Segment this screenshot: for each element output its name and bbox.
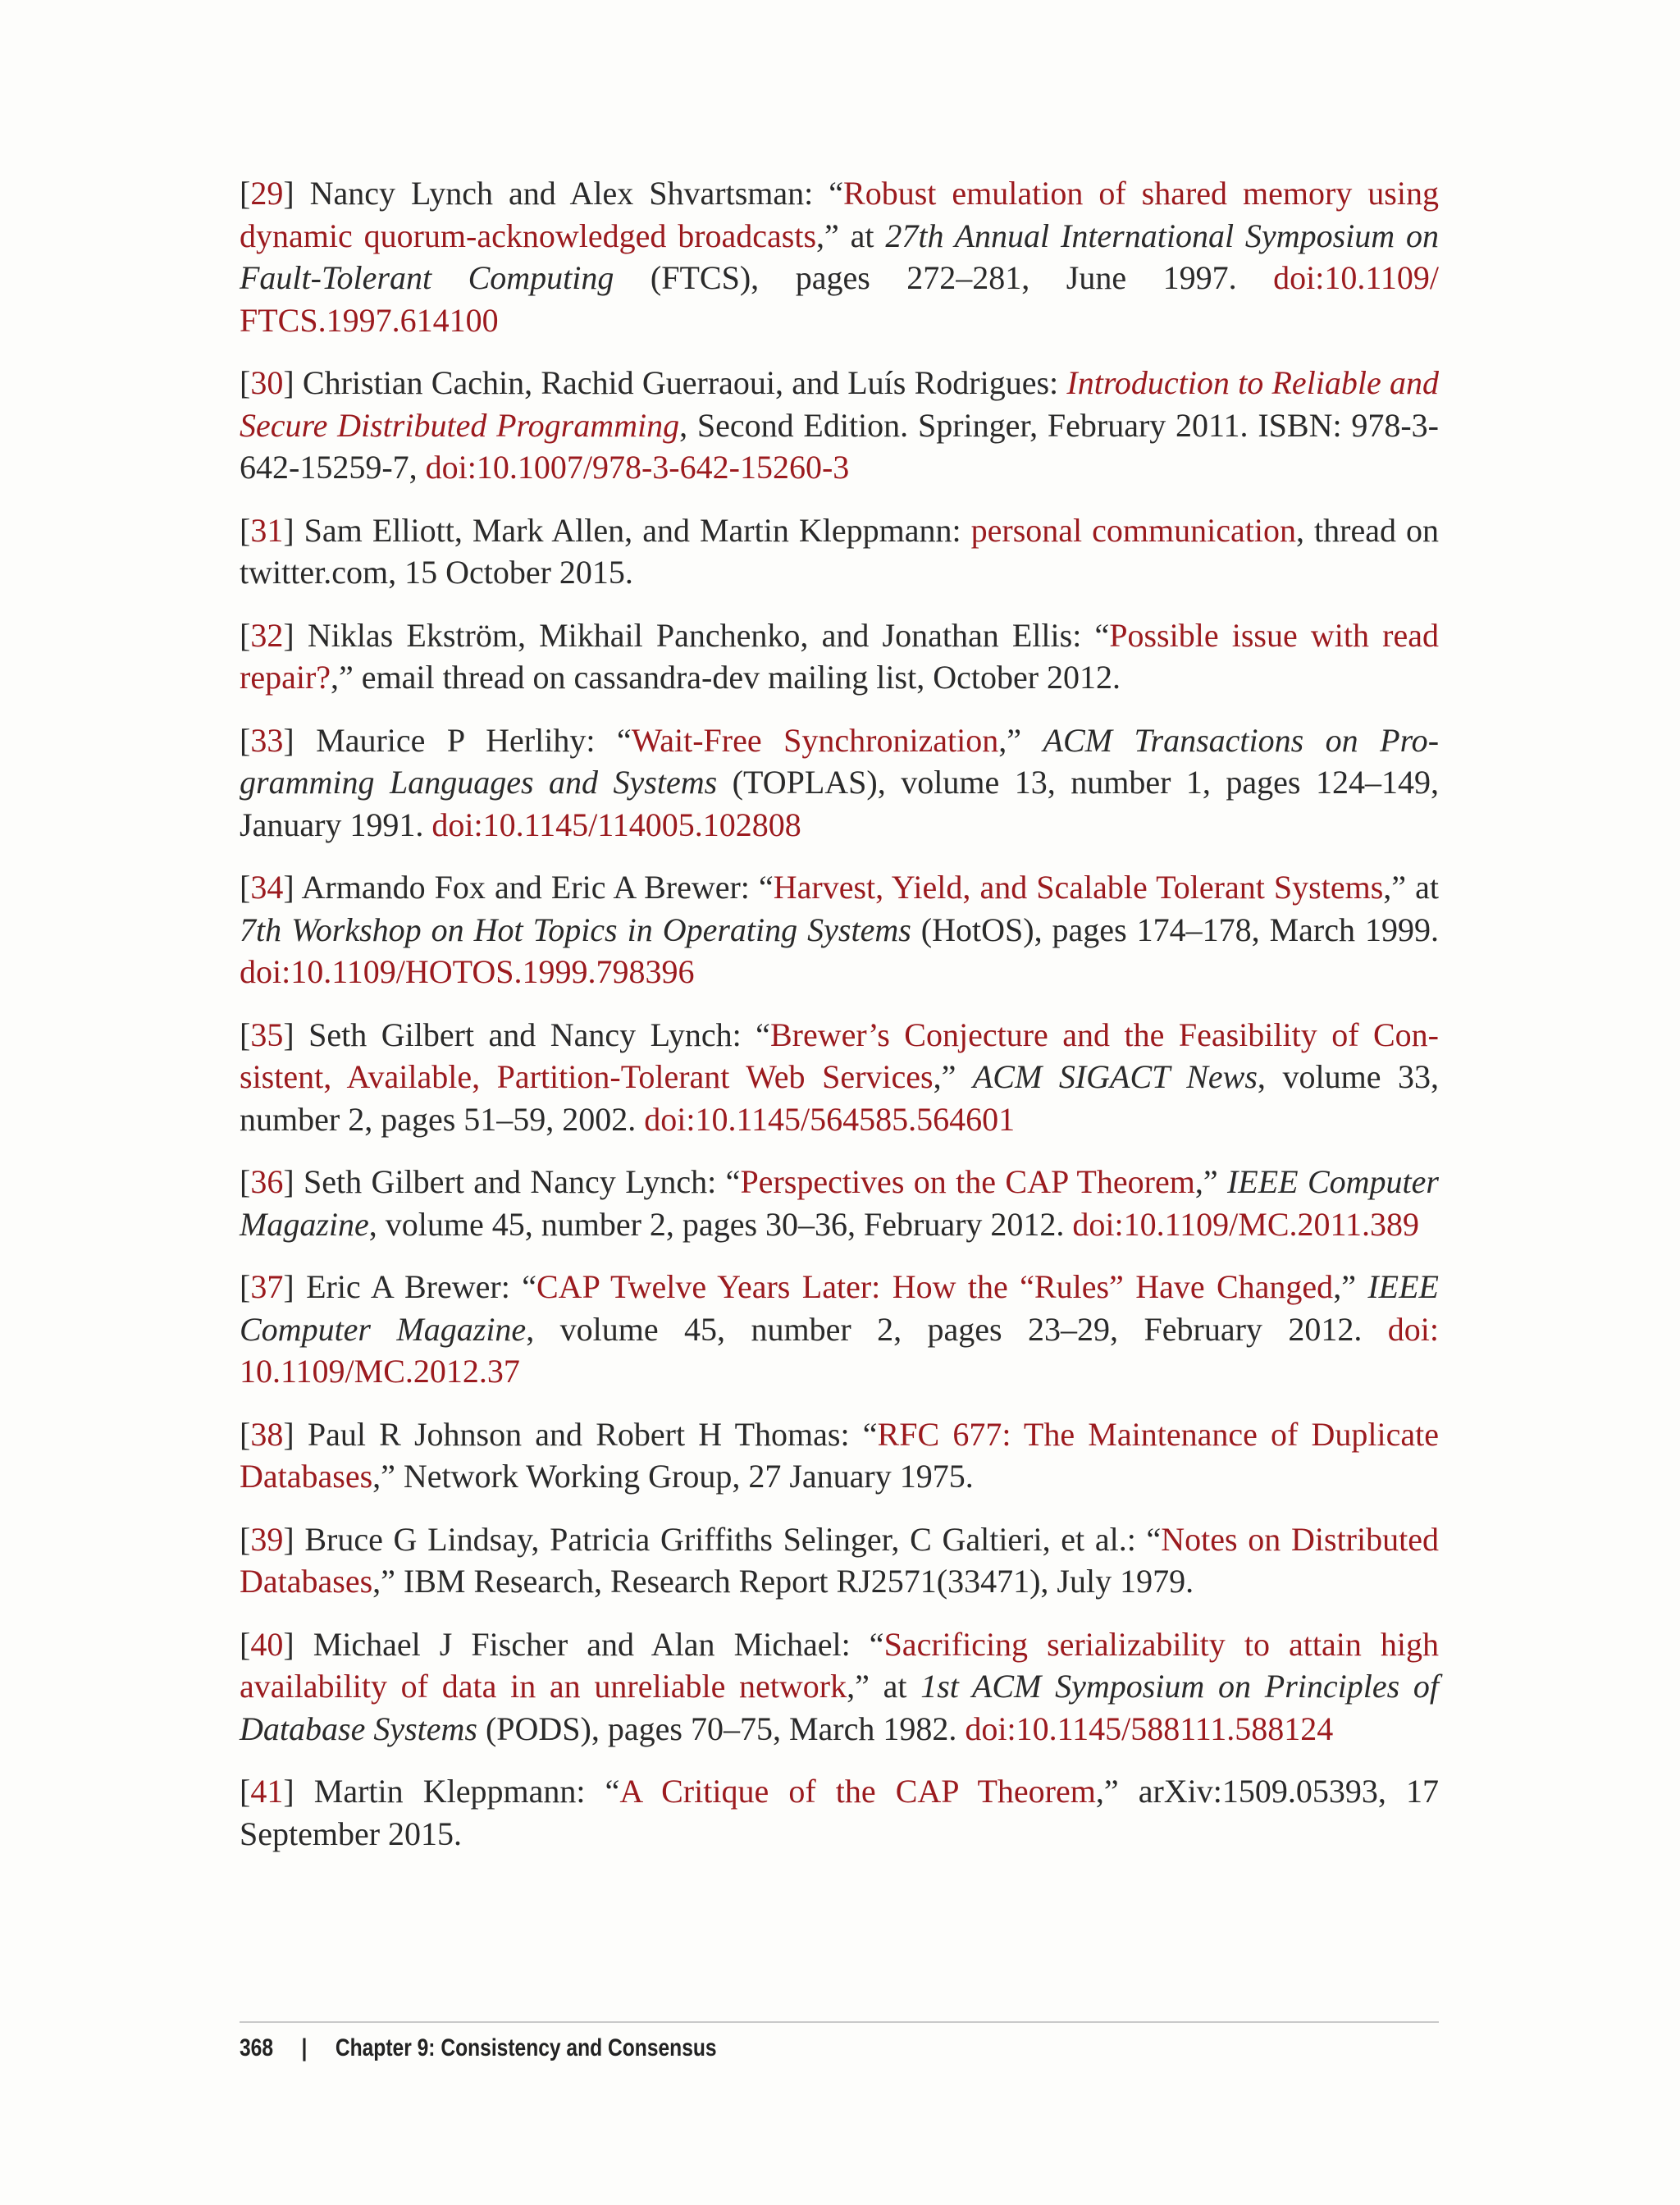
doi-link[interactable]: doi:10.1109/HOTOS.1999.798396 [240, 953, 695, 990]
reference-text: (FTCS), pages 272–281, June 1997. [614, 259, 1274, 296]
reference-text: , volume 33, number 2, pages 51–59, 2002. [240, 1058, 1439, 1138]
reference-text: ,” at [1383, 869, 1439, 906]
reference-text: Bruce G Lindsay, Patricia Griffiths Selinger, C Galtieri, et al.: “ [294, 1520, 1162, 1558]
reference-entry: [34] Armando Fox and Eric A Brewer: “Harvest, Yield, and Scalable Tolerant Systems,” at 7th Workshop on Hot Topics in Operating Systems (HotOS), pages 174–178, March 1999. doi:10.1109/HOTOS.1999.798396 [240, 869, 1439, 990]
page-footer [240, 2034, 717, 2062]
doi-link[interactable]: doi:10.1109/​FTCS.1997.614100 [240, 259, 1440, 339]
reference-text: Michael J Fischer and Alan Michael: “ [294, 1625, 884, 1663]
reference-text: (TOPLAS), volume 13, number 1, pages 124–149, January 1991. [240, 764, 1439, 843]
reference-entry: [37] Eric A Brewer: “CAP Twelve Years Later: How the “Rules” Have Changed,” IEEE Computer Magazine, volume 45, number 2, pages 23–29, February 2012. doi:​10.1109/MC.2012.37 [240, 1268, 1439, 1390]
reference-text: (PODS), pages 70–75, March 1982. [477, 1710, 966, 1747]
venue-title: 1st ACM Symposium on Principles of Database Systems [240, 1668, 1440, 1747]
reference-text: Seth Gilbert and Nancy Lynch: “ [294, 1016, 770, 1053]
chapter-title: Chapter 9: Consistency and Consensus [335, 2034, 717, 2061]
venue-title: 27th Annual International Symposium on Fault-Tolerant Computing [240, 217, 1439, 296]
reference-number-link[interactable]: 32 [250, 616, 284, 654]
venue-title: IEEE Computer Magazine [240, 1268, 1439, 1348]
reference-entry: [29] Nancy Lynch and Alex Shvartsman: “Robust emulation of shared memory using dynamic quorum-acknowledged broadcasts,” at 27th Annual International Symposium on Fault-Tolerant Computing (FTCS), pages 272–281, June 1997. doi:10.1109/​FTCS.1997.614100 [240, 175, 1440, 339]
title-link[interactable]: Perspectives on the CAP Theorem [740, 1163, 1195, 1200]
reference-number-link[interactable]: 33 [250, 721, 284, 759]
venue-title: IEEE Computer Magazine [240, 1163, 1439, 1243]
reference-text: , Second Edition. Springer, February 2011. ISBN: 978-3-642-15259-7, [240, 406, 1439, 486]
reference-entry: [31] Sam Elliott, Mark Allen, and Martin Kleppmann: personal communication, thread on twitter.com, 15 October 2015. [240, 511, 1439, 591]
doi-link[interactable]: doi:10.1007/978-3-642-15260-3 [425, 449, 850, 486]
reference-text: ,” email thread on cassandra-dev mailing list, October 2012. [331, 659, 1121, 696]
footer-divider [240, 2021, 1439, 2023]
doi-link[interactable]: doi:10.1145/564585.564601 [644, 1100, 1016, 1138]
reference-number-link[interactable]: 34 [250, 869, 284, 906]
title-link[interactable]: Harvest, Yield, and Scalable Tolerant Systems [773, 869, 1384, 906]
reference-text: Seth Gilbert and Nancy Lynch: “ [294, 1163, 741, 1200]
reference-text: Armando Fox and Eric A Brewer: “ [294, 869, 774, 906]
reference-entry: [30] Christian Cachin, Rachid Guerraoui, and Luís Rodrigues: Introduction to Reliable and Secure Distributed Programming, Second Edition. Springer, February 2011. ISBN: 978-3-642-15259-7, doi:10.1007/978-3-642-15260-3 [240, 364, 1439, 486]
reference-entry: [41] Martin Kleppmann: “A Critique of the CAP Theorem,” arXiv:1509.05393, 17 September 2015. [240, 1773, 1439, 1852]
title-link[interactable]: personal communication [970, 511, 1296, 549]
reference-text: Niklas Ekström, Mikhail Panchenko, and Jonathan Ellis: “ [294, 616, 1110, 654]
reference-text: , thread on twitter.com, 15 October 2015. [240, 511, 1439, 591]
reference-number-link[interactable]: 36 [250, 1163, 284, 1200]
reference-entry: [39] Bruce G Lindsay, Patricia Griffiths Selinger, C Galtieri, et al.: “Notes on Distributed Databases,” IBM Research, Research Report RJ2571(33471), July 1979. [240, 1520, 1439, 1600]
reference-text: ,” [998, 721, 1043, 759]
venue-title: ACM SIGACT News [972, 1058, 1258, 1095]
reference-text: Sam Elliott, Mark Allen, and Martin Kleppmann: [294, 511, 971, 549]
venue-title: 7th Workshop on Hot Topics in Operating Systems [240, 911, 911, 948]
reference-number-link[interactable]: 35 [250, 1016, 284, 1053]
reference-list [240, 172, 1439, 1875]
reference-number-link[interactable]: 37 [250, 1268, 284, 1305]
reference-number-link[interactable]: 30 [250, 364, 284, 401]
reference-entry: [36] Seth Gilbert and Nancy Lynch: “Perspectives on the CAP Theorem,” IEEE Computer Magazine, volume 45, number 2, pages 30–36, February 2012. doi:10.1109/MC.​2011.389 [240, 1163, 1439, 1243]
reference-text: ,” [1194, 1163, 1227, 1200]
reference-number-link[interactable]: 39 [250, 1520, 284, 1558]
reference-entry: [32] Niklas Ekström, Mikhail Panchenko, and Jonathan Ellis: “Possible issue with read repair?,” email thread on cassandra-dev mailing list, October 2012. [240, 616, 1439, 696]
title-link[interactable]: Possible issue with read repair? [240, 616, 1439, 696]
reference-entry: [40] Michael J Fischer and Alan Michael: “Sacrificing serializability to attain high availability of data in an unreliable network,” at 1st ACM Symposium on Principles of Database Systems (PODS), pages 70–75, March 1982. doi:10.1145/588111.588124 [240, 1625, 1440, 1747]
doi-link[interactable]: doi:10.1109/MC.​2011.389 [1072, 1205, 1420, 1243]
reference-number-link[interactable]: 41 [250, 1773, 284, 1810]
reference-entry: [35] Seth Gilbert and Nancy Lynch: “Brewer’s Conjecture and the Feasibility of Consistent, Available, Partition-Tolerant Web Services,” ACM SIGACT News, volume 33, number 2, pages 51–59, 2002. doi:10.1145/564585.564601 [240, 1016, 1439, 1138]
title-link[interactable]: RFC 677: The Maintenance of Duplicate Databases [240, 1415, 1439, 1495]
title-link[interactable]: Robust emulation of shared memory using dynamic quorum-acknowledged broadcasts [240, 175, 1439, 254]
page-number: 368 [240, 2034, 274, 2061]
title-link[interactable]: A Critique of the CAP Theorem [619, 1773, 1096, 1810]
reference-text: ,” [933, 1058, 973, 1095]
reference-text: Nancy Lynch and Alex Shvartsman: “ [294, 175, 844, 212]
reference-text: , volume 45, number 2, pages 30–36, February 2012. [368, 1205, 1073, 1243]
reference-text: ,” [1333, 1268, 1368, 1305]
reference-text: Maurice P Herlihy: “ [294, 721, 632, 759]
reference-text: ,” IBM Research, Research Report RJ2571(33471), July 1979. [372, 1563, 1194, 1600]
venue-title: ACM Transactions on Programming Languages and Systems [240, 721, 1440, 801]
title-link[interactable]: Brewer’s Conjecture and the Feasibility of Consistent, Available, Partition-Tolerant Web Services [240, 1016, 1439, 1095]
reference-text: Christian Cachin, Rachid Guerraoui, and Luís Rodrigues: [294, 364, 1067, 401]
title-link[interactable]: Sacrificing serializability to attain high availability of data in an unreliable network [240, 1625, 1439, 1705]
reference-text: Paul R Johnson and Robert H Thomas: “ [294, 1415, 878, 1453]
reference-text: ,” Network Working Group, 27 January 1975. [372, 1458, 974, 1495]
reference-number-link[interactable]: 38 [250, 1415, 284, 1453]
reference-entry: [33] Maurice P Herlihy: “Wait-Free Synchronization,” ACM Transactions on Programming Languages and Systems (TOPLAS), volume 13, number 1, pages 124–149, January 1991. doi:10.1145/114005.102808 [240, 721, 1440, 843]
reference-text: ,” at [847, 1668, 921, 1705]
title-link[interactable]: Notes on Distributed Databases [240, 1520, 1439, 1600]
reference-text: ,” at [816, 217, 886, 254]
reference-text: (HotOS), pages 174–178, March 1999. [911, 911, 1439, 948]
reference-number-link[interactable]: 29 [250, 175, 284, 212]
title-link[interactable]: Wait-Free Synchronization [631, 721, 999, 759]
reference-text: Martin Kleppmann: “ [294, 1773, 620, 1810]
reference-number-link[interactable]: 40 [250, 1625, 284, 1663]
reference-text: , volume 45, number 2, pages 23–29, February 2012. [526, 1310, 1388, 1348]
reference-number-link[interactable]: 31 [250, 511, 284, 549]
doi-link[interactable]: doi:10.1145/588111.588124 [965, 1710, 1334, 1747]
reference-entry: [38] Paul R Johnson and Robert H Thomas: “RFC 677: The Maintenance of Duplicate Databases,” Network Working Group, 27 January 1975. [240, 1415, 1439, 1495]
reference-text: Eric A Brewer: “ [294, 1268, 536, 1305]
doi-link[interactable]: doi:​10.1109/MC.2012.37 [240, 1310, 1439, 1390]
book-title: Introduction to Reliable and Secure Distributed Programming [240, 364, 1439, 444]
footer-separator: | [301, 2034, 308, 2061]
doi-link[interactable]: doi:10.1145/114005.102808 [431, 806, 801, 843]
title-link[interactable]: CAP Twelve Years Later: How the “Rules” Have Changed [536, 1268, 1334, 1305]
reference-text: ,” arXiv:1509.05393, 17 September 2015. [240, 1773, 1439, 1852]
